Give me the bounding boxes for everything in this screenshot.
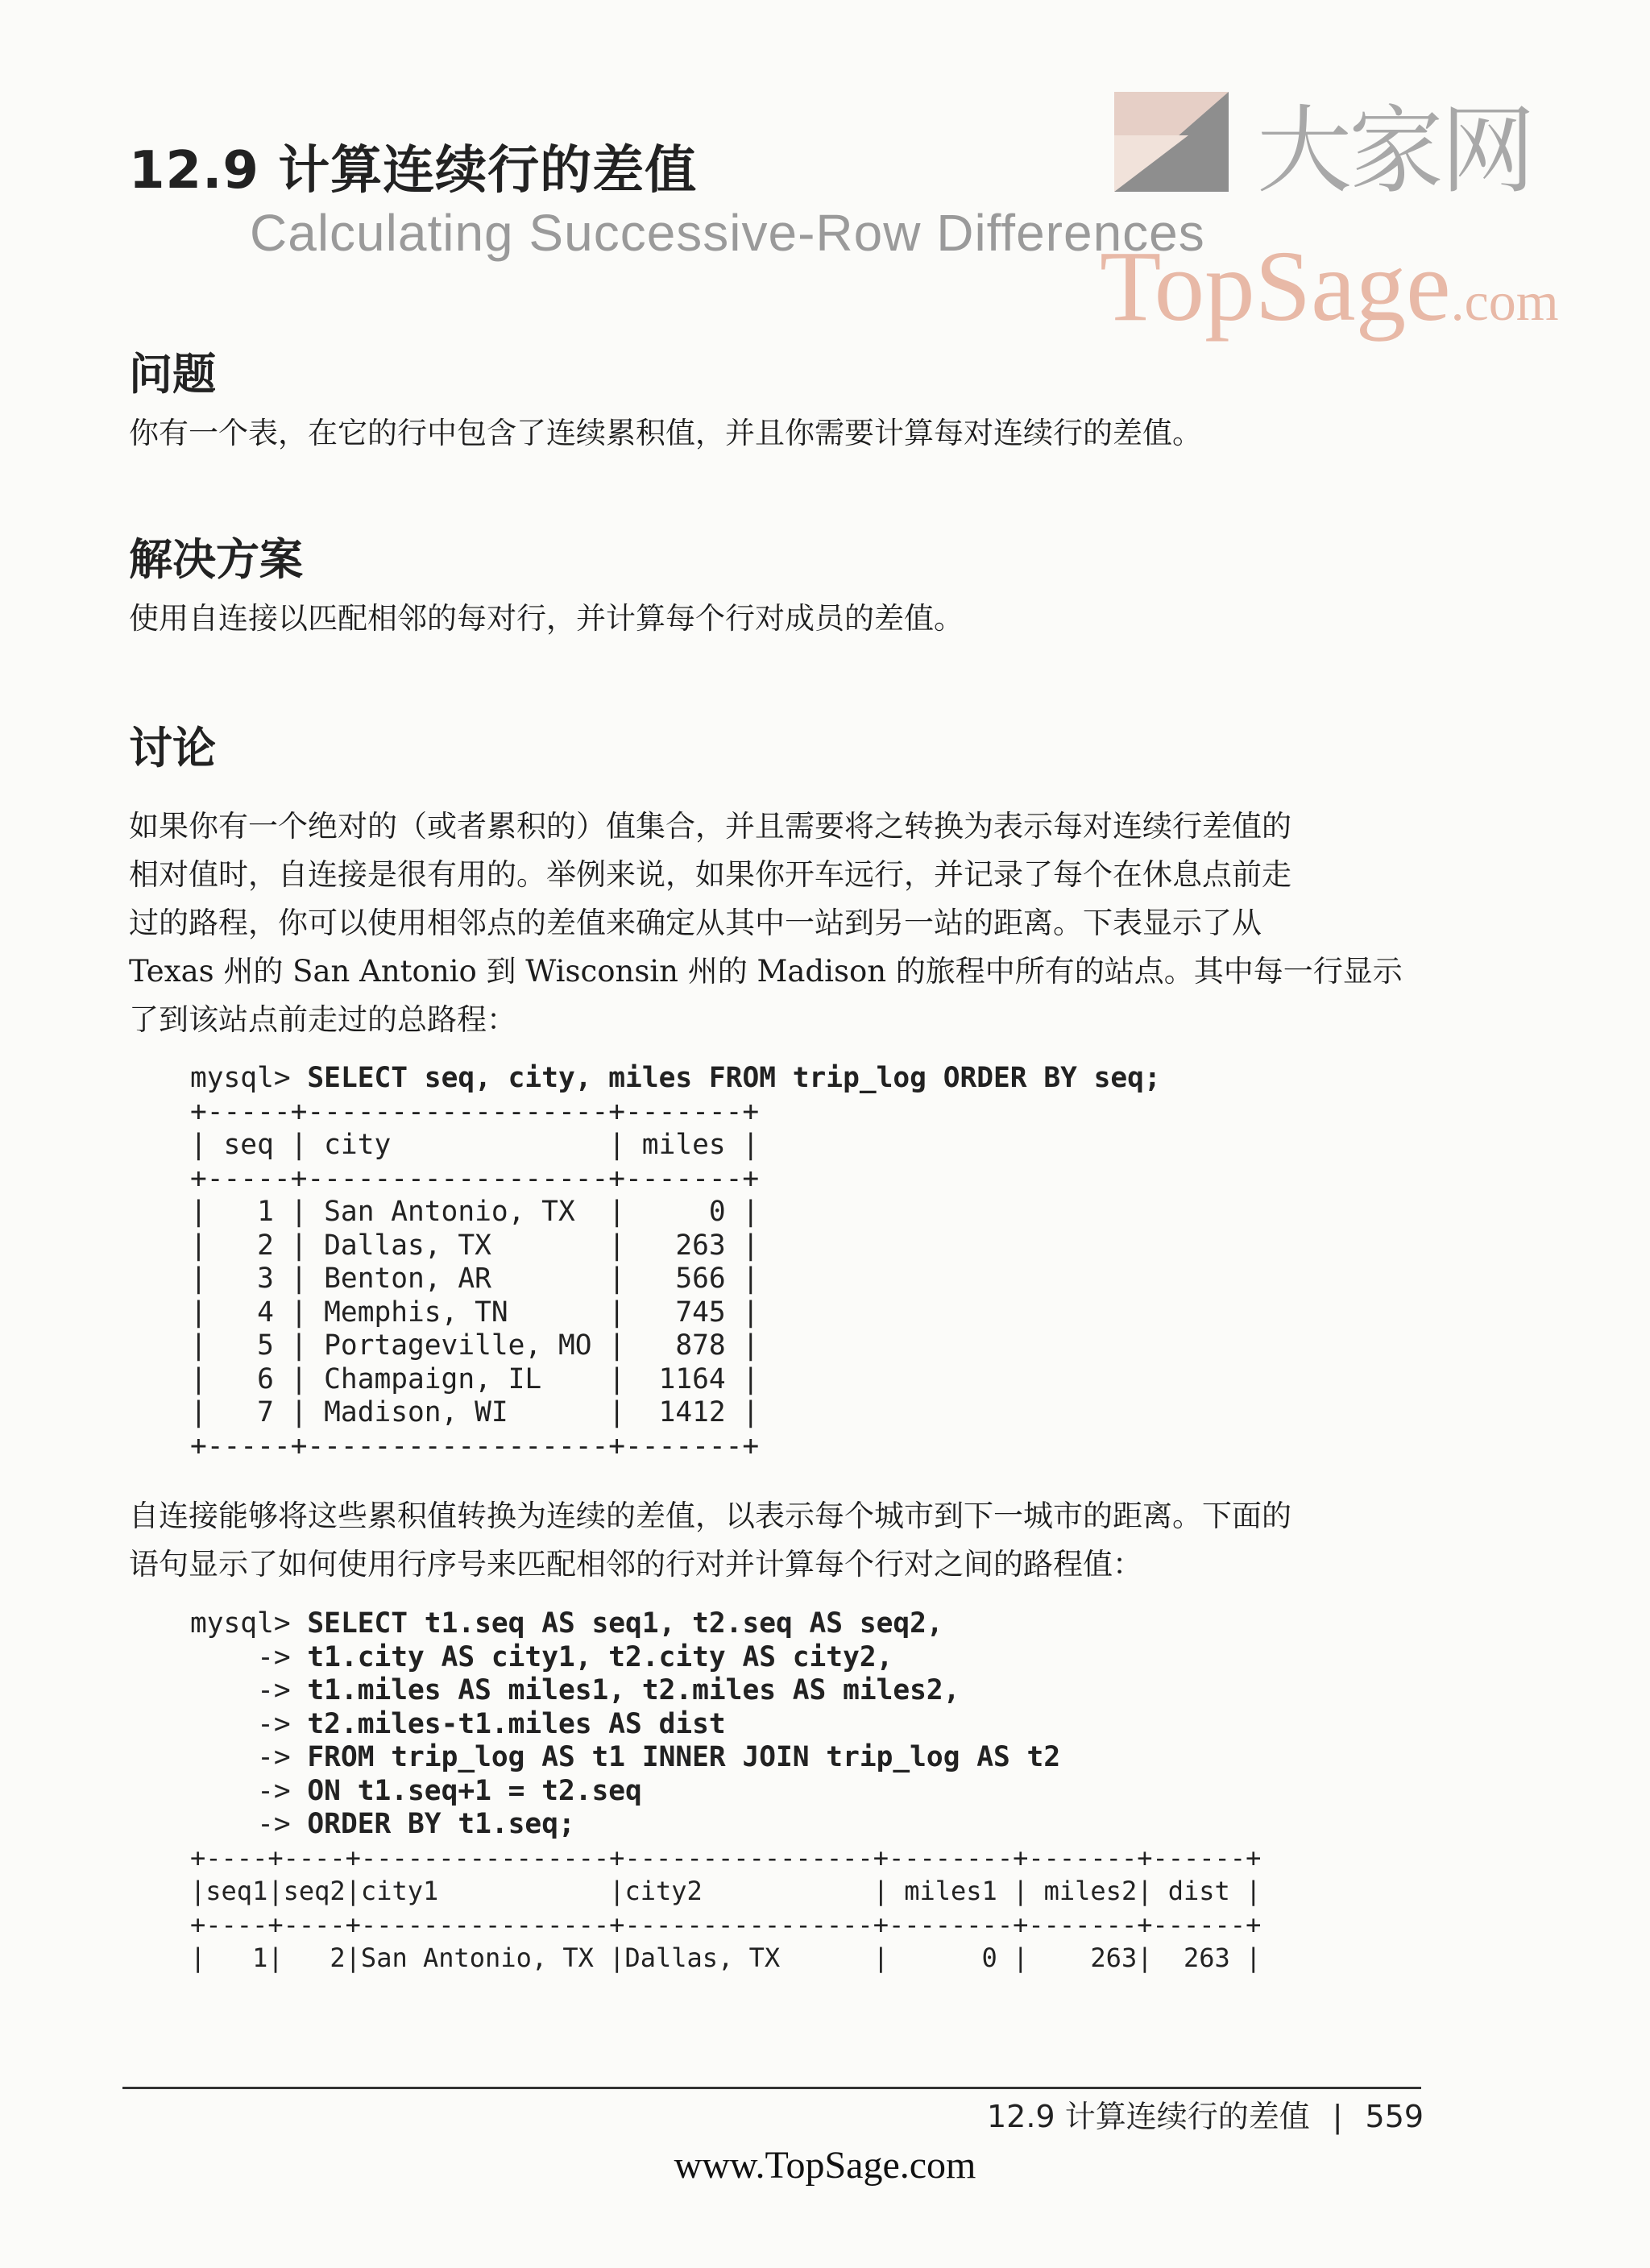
code-query-line: -> t1.miles AS miles1, t2.miles AS miles2,	[190, 1674, 960, 1706]
solution-heading: 解决方案	[129, 534, 303, 585]
footer-separator: |	[1332, 2099, 1343, 2134]
running-title: 12.9 计算连续行的差值	[987, 2099, 1310, 2134]
section-title: 12.9 计算连续行的差值	[129, 141, 698, 201]
code-block-trip-log	[190, 1062, 1161, 1463]
code-query-line: -> ORDER BY t1.seq;	[190, 1808, 575, 1840]
topsage-logo-icon	[1108, 87, 1237, 208]
result-row: | 4 | Memphis, TN | 745 |	[190, 1296, 760, 1329]
discussion-paragraph-1: 如果你有一个绝对的（或者累积的）值集合，并且需要将之转换为表示每对连续行差值的 相对值时，自连接是很有用的。举例来说，如果你开车远行，并记录了每个在休息点前走 过的路程，你可以使用相邻点的差值来确定从其中一站到另一站的距离。下表显示了从 Texas 州的 San Antonio 到 Wisconsin 州的 Madison 的旅程中所有的站点。其中每一行显示 了到该站点前走过的总路程：	[129, 809, 1403, 1037]
site-url: www.TopSage.com	[674, 2144, 976, 2187]
section-subtitle: Calculating Successive-Row Differences	[250, 204, 1205, 262]
code-query-line: mysql> SELECT t1.seq AS seq1, t2.seq AS seq2,	[190, 1607, 943, 1640]
code-query-line: -> t1.city AS city1, t2.city AS city2,	[190, 1640, 893, 1673]
page-number: 559	[1365, 2099, 1424, 2134]
result-row: | 1 | San Antonio, TX | 0 |	[190, 1196, 760, 1228]
footer-rule	[122, 2087, 1421, 2089]
watermark-brand-cn: 大家网	[1257, 95, 1533, 206]
problem-heading: 问题	[129, 349, 216, 400]
code-query-line: mysql> SELECT seq, city, miles FROM trip_log ORDER BY seq;	[190, 1062, 1161, 1094]
result-row: |seq1|seq2|city1 |city2 | miles1 | miles2| dist |	[190, 1876, 1262, 1906]
result-row: +----+----+----------------+----------------+--------+-------+------+	[190, 1909, 1262, 1940]
running-footer	[987, 2092, 1424, 2136]
result-row: | seq | city | miles |	[190, 1129, 760, 1161]
result-row: +-----+------------------+-------+	[190, 1095, 760, 1128]
result-row: | 1| 2|San Antonio, TX |Dallas, TX | 0 | 263| 263 |	[190, 1943, 1262, 1973]
result-row: +----+----+----------------+----------------+--------+-------+------+	[190, 1842, 1262, 1873]
result-row: | 5 | Portageville, MO | 878 |	[190, 1329, 760, 1362]
result-row: | 7 | Madison, WI | 1412 |	[190, 1396, 760, 1428]
code-query-line: -> t2.miles-t1.miles AS dist	[190, 1707, 726, 1740]
problem-text: 你有一个表，在它的行中包含了连续累积值，并且你需要计算每对连续行的差值。	[129, 416, 1202, 450]
result-row: | 3 | Benton, AR | 566 |	[190, 1263, 760, 1295]
solution-text: 使用自连接以匹配相邻的每对行，并计算每个行对成员的差值。	[129, 601, 964, 636]
discussion-heading: 讨论	[129, 723, 216, 773]
result-row: +-----+------------------+-------+	[190, 1162, 760, 1195]
code-query-line: -> ON t1.seq+1 = t2.seq	[190, 1774, 642, 1807]
result-row: | 2 | Dallas, TX | 263 |	[190, 1229, 760, 1262]
watermark-brand: TopSage.com	[1100, 231, 1559, 342]
code-block-self-join	[190, 1607, 1261, 1976]
result-row: +-----+------------------+-------+	[190, 1429, 760, 1462]
code-query-line: -> FROM trip_log AS t1 INNER JOIN trip_log AS t2	[190, 1741, 1061, 1773]
result-row: | 6 | Champaign, IL | 1164 |	[190, 1362, 760, 1395]
discussion-paragraph-2: 自连接能够将这些累积值转换为连续的差值，以表示每个城市到下一城市的距离。下面的 语句显示了如何使用行序号来匹配相邻的行对并计算每个行对之间的路程值：	[129, 1499, 1291, 1582]
